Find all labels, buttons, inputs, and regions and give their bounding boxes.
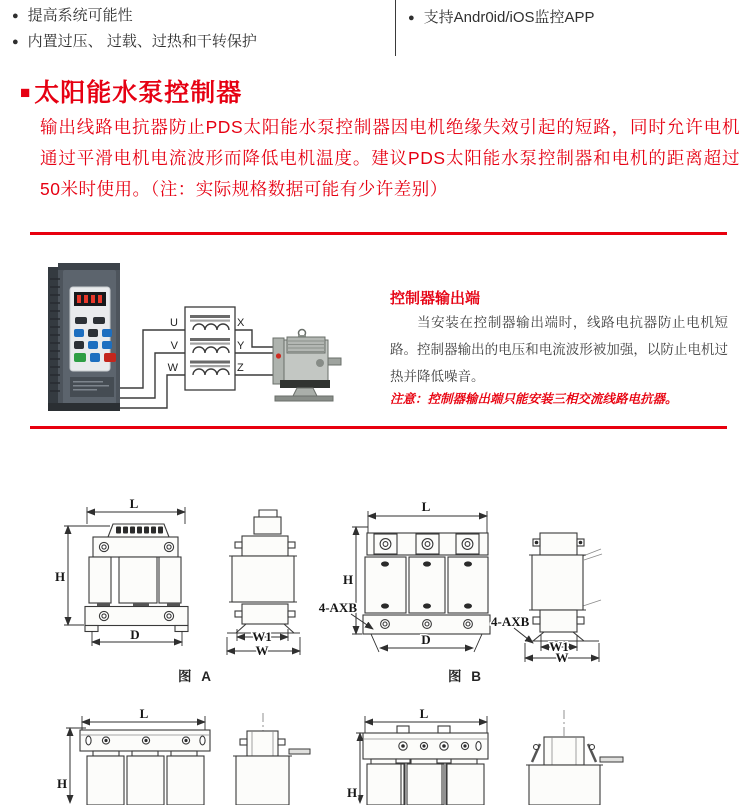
bullet-icon: ● xyxy=(12,10,19,22)
dim-label-h: H xyxy=(346,785,358,800)
terminal-label-z: Z xyxy=(237,362,244,374)
feature-item xyxy=(408,6,595,27)
dim-label-w1: W1 xyxy=(252,629,272,644)
intro-paragraph: 输出线路电抗器防止PDS太阳能水泵控制器因电机绝缘失效引起的短路，同时允许电机通过平滑电机电流波形而降低电机温度。建议PDS太阳能水泵控制器和电机的距离超过50米时使用。（注：实际规格数据可能有少许差别） xyxy=(40,117,740,199)
red-rule-bottom xyxy=(30,426,727,429)
dim-label-d: D xyxy=(130,627,140,642)
dim-label-w: W xyxy=(255,643,269,658)
feature-item xyxy=(12,30,257,51)
feature-text: 支持Andr0id/iOS监控APP xyxy=(423,9,595,26)
dim-label-l: L xyxy=(139,706,149,721)
figure-b-caption: 图 B xyxy=(448,669,484,684)
dim-label-h: H xyxy=(56,776,68,791)
figure-a-front-view xyxy=(55,496,188,646)
terminal-label-w: W xyxy=(167,362,178,374)
section-title-text: 太阳能水泵控制器 xyxy=(34,78,243,107)
dimension-drawings xyxy=(0,495,750,805)
red-rule-top xyxy=(30,232,727,235)
figure-b-front-view xyxy=(319,499,490,652)
figure-d-side-view xyxy=(526,710,623,805)
dim-label-w1: W1 xyxy=(549,639,569,654)
terminal-label-x: X xyxy=(237,317,245,329)
terminal-label-v: V xyxy=(170,340,178,352)
output-terminal-title: 控制器输出端 xyxy=(390,290,481,307)
reactor-box-symbol xyxy=(185,307,235,390)
bullet-icon: ● xyxy=(12,36,19,48)
feature-list xyxy=(0,0,750,56)
square-marker-icon: ■ xyxy=(20,82,32,102)
motor-image xyxy=(273,330,341,402)
column-divider xyxy=(395,0,396,56)
terminal-label-y: Y xyxy=(237,340,245,352)
figure-a-side-view xyxy=(227,510,300,658)
inverter-image xyxy=(48,263,120,411)
dim-label-w: W xyxy=(555,650,569,665)
terminal-label-u: U xyxy=(170,317,178,329)
dim-label-4axb: 4-AXB xyxy=(318,600,357,615)
output-terminal-note: 注意：控制器输出端只能安装三相交流线路电抗器。 xyxy=(390,392,678,406)
figure-a-caption: 图 A xyxy=(178,669,214,684)
figure-b-side-view xyxy=(491,533,602,665)
dim-label-l: L xyxy=(129,496,139,511)
wiring-diagram xyxy=(30,237,375,425)
section-title xyxy=(20,73,242,109)
dim-label-4axb: 4-AXB xyxy=(491,614,530,629)
dim-label-h: H xyxy=(342,572,354,587)
dim-label-l: L xyxy=(421,499,431,514)
feature-item xyxy=(12,4,133,25)
dim-label-l: L xyxy=(419,706,429,721)
feature-text: 提高系统可能性 xyxy=(27,7,133,24)
figure-d-front-view xyxy=(347,706,488,805)
figure-c-front-view xyxy=(57,706,210,805)
bullet-icon: ● xyxy=(408,12,415,24)
dim-label-d: D xyxy=(421,632,431,647)
feature-text: 内置过压、 过载、过热和干转保护 xyxy=(27,33,257,50)
dim-label-h: H xyxy=(54,569,66,584)
figure-c-side-view xyxy=(233,713,310,805)
output-terminal-body: 当安装在控制器输出端时，线路电抗器防止电机短路。控制器输出的电压和电流波形被加强，以防止电机过热并降低噪音。 xyxy=(390,315,728,384)
